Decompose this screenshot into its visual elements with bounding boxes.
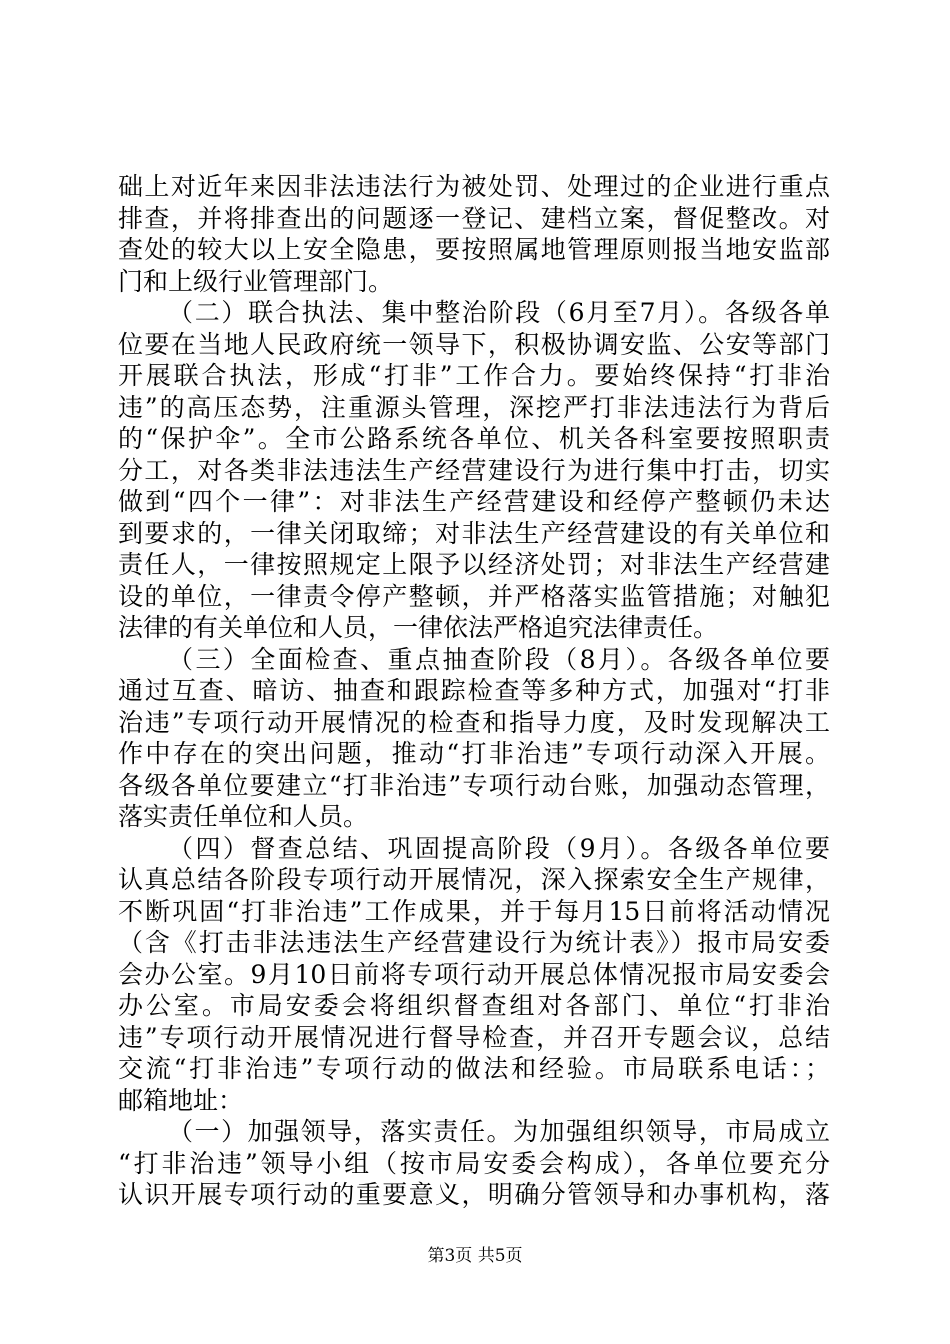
text-line: 位要在当地人民政府统一领导下，积极协调安监、公安等部门 bbox=[118, 329, 830, 359]
text-line: 不断巩固“打非治违”工作成果，并于每月15日前将活动情况 bbox=[118, 896, 830, 926]
page-footer: 第3页 共5页 bbox=[427, 1246, 523, 1266]
text-line: 础上对近年来因非法违法行为被处罚、处理过的企业进行重点 bbox=[118, 172, 830, 201]
text-line: 违”的高压态势，注重源头管理，深挖严打非法违法行为背后 bbox=[118, 392, 830, 422]
text-line: 作中存在的突出问题，推动“打非治违”专项行动深入开展。 bbox=[118, 739, 830, 768]
text-line: 责任人，一律按照规定上限予以经济处罚；对非法生产经营建 bbox=[118, 550, 830, 579]
text-line: 办公室。市局安委会将组织督查组对各部门、单位“打非治 bbox=[118, 991, 830, 1020]
text-line: 门和上级行业管理部门。 bbox=[118, 266, 394, 296]
paragraph-stage-four bbox=[118, 833, 830, 1117]
text-line: 邮箱地址： bbox=[118, 1085, 244, 1115]
text-line: 排查，并将排查出的问题逐一登记、建档立案，督促整改。对 bbox=[118, 203, 830, 233]
text-line: 落实责任单位和人员。 bbox=[118, 802, 369, 831]
text-line: 开展联合执法，形成“打非”工作合力。要始终保持“打非治 bbox=[118, 361, 830, 390]
text-line: （含《打击非法违法生产经营建设行为统计表》）报市局安委 bbox=[118, 928, 830, 957]
text-line: 设的单位，一律责令停产整顿，并严格落实监管措施；对触犯 bbox=[118, 581, 830, 611]
text-line: 交流“打非治违”专项行动的做法和经验。市局联系电话：； bbox=[118, 1054, 830, 1083]
paragraph-stage-three bbox=[118, 644, 830, 833]
text-line: 到要求的，一律关闭取缔；对非法生产经营建设的有关单位和 bbox=[118, 518, 830, 548]
text-line: 治违”专项行动开展情况的检查和指导力度，及时发现解决工 bbox=[118, 707, 830, 737]
paragraph-stage-two bbox=[118, 297, 830, 644]
text-line: 认真总结各阶段专项行动开展情况，深入探索安全生产规律， bbox=[118, 865, 830, 894]
paragraph-leadership bbox=[118, 1116, 830, 1211]
text-line: 法律的有关单位和人员，一律依法严格追究法律责任。 bbox=[118, 613, 719, 642]
text-line: 通过互查、暗访、抽查和跟踪检查等多种方式，加强对“打非 bbox=[118, 676, 830, 705]
text-line: 各级各单位要建立“打非治违”专项行动台账，加强动态管理， bbox=[118, 770, 830, 800]
paragraph-heading-line: （一）加强领导，落实责任。为加强组织领导，市局成立 bbox=[168, 1117, 830, 1146]
paragraph-heading-line: （三）全面检查、重点抽查阶段（8月）。各级各单位要 bbox=[168, 644, 830, 674]
text-line: 会办公室。9月10日前将专项行动开展总体情况报市局安委会 bbox=[118, 959, 830, 989]
text-line: “打非治违”领导小组（按市局安委会构成），各单位要充分 bbox=[118, 1148, 830, 1178]
text-line: 的“保护伞”。全市公路系统各单位、机关各科室要按照职责 bbox=[118, 424, 830, 453]
paragraph-heading-line: （二）联合执法、集中整治阶段（6月至7月）。各级各单 bbox=[168, 298, 830, 327]
text-line: 做到“四个一律”：对非法生产经营建设和经停产整顿仍未达 bbox=[118, 487, 830, 516]
text-line: 分工，对各类非法违法生产经营建设行为进行集中打击，切实 bbox=[118, 455, 830, 485]
text-line: 违”专项行动开展情况进行督导检查，并召开专题会议，总结 bbox=[118, 1022, 830, 1052]
paragraph-continued bbox=[118, 171, 830, 297]
paragraph-heading-line: （四）督查总结、巩固提高阶段（9月）。各级各单位要 bbox=[168, 833, 830, 863]
body-text bbox=[118, 171, 830, 1211]
text-line: 认识开展专项行动的重要意义，明确分管领导和办事机构，落 bbox=[118, 1180, 830, 1209]
text-line: 查处的较大以上安全隐患，要按照属地管理原则报当地安监部 bbox=[118, 235, 830, 264]
